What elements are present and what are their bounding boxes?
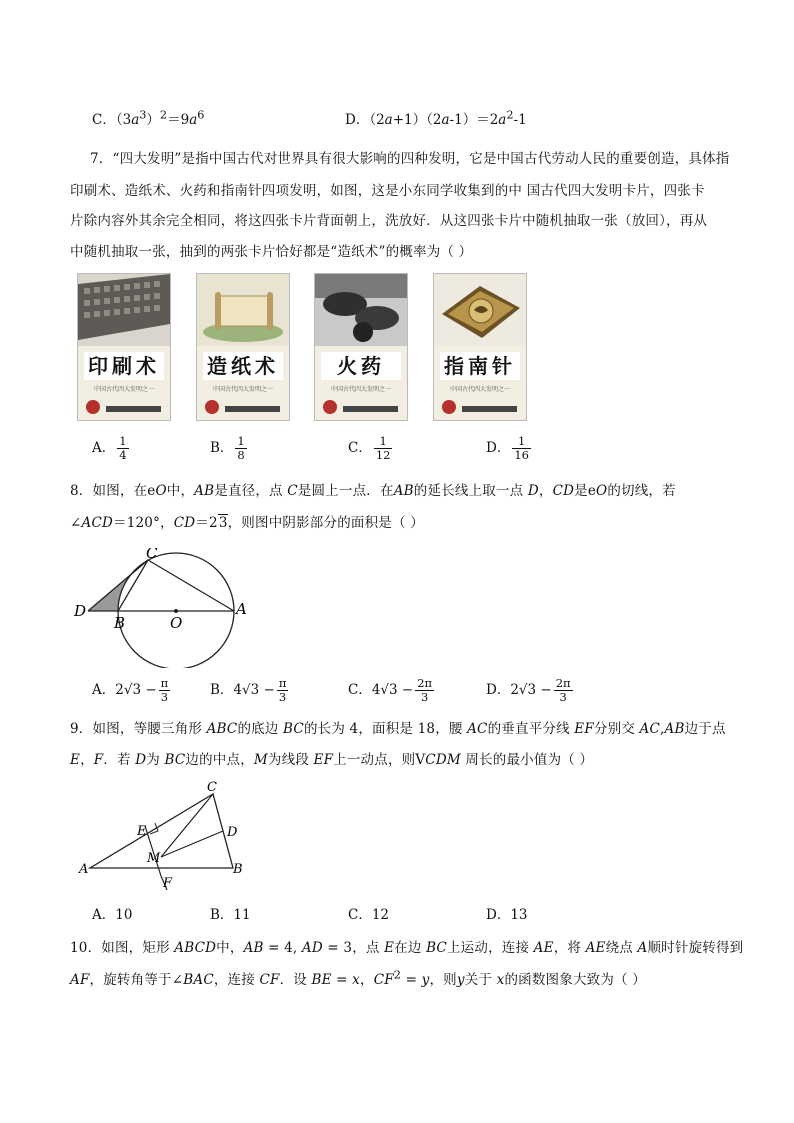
q8-option-d-fraction: $\frac{2\pi}{3}$ (555, 676, 571, 704)
q10-text-line-1: 10．如图，矩形 ABCD中，AB = 4, AD = 3，点 E在边 BC上运动，连接 AE，将 AE绕点 A顺时针旋转得到 (70, 940, 744, 956)
q9-option-b-value: 11 (233, 907, 251, 923)
q9-option-c-value: 12 (371, 907, 390, 923)
q6-option-d-label: D． (345, 112, 370, 128)
chord-ca (148, 560, 234, 611)
q8-option-b (210, 677, 288, 704)
q7-option-a-fraction: $\frac{1}{4}$ (119, 434, 127, 462)
q6-option-d (345, 108, 527, 128)
card-seal-icon (205, 400, 219, 414)
q8-option-a-fraction: $\frac{\pi}{3}$ (160, 676, 169, 704)
q10-text-line-2: AF，旋转角等于∠BAC，连接 CF．设 BE = x，$CF^2 = y$，则y关于 x的函数图象大致为（ ） (70, 968, 646, 988)
label-b: B (233, 862, 243, 877)
right-angle-mark (150, 823, 158, 834)
card-paper-subtitle: 中国古代四大发明之一 (212, 386, 273, 393)
card-seal-icon (323, 400, 337, 414)
card-printing-title: 印刷术 (84, 352, 164, 380)
label-c: C (207, 780, 217, 795)
q7-option-d-fraction: $\frac{1}{16}$ (514, 434, 529, 462)
q9-text-line-1: 9．如图，等腰三角形 ABC的底边 BC的长为 4，面积是 18，腰 AC的垂直平分线 EF分别交 AC,AB边于点 (70, 721, 726, 737)
q8-circle-figure (70, 548, 260, 668)
q7-option-c (348, 435, 392, 462)
card-caption-bar (106, 406, 161, 412)
q8-option-b-label: B． (210, 682, 234, 698)
card-seal-icon (442, 400, 456, 414)
q8-option-a (92, 677, 170, 704)
q9-option-b-label: B． (210, 907, 234, 923)
q9-option-c (348, 903, 389, 923)
label-d: D (74, 602, 87, 620)
q8-option-d-term: 2√3 − (510, 682, 552, 698)
q9-option-b (210, 903, 251, 923)
card-seal-icon (86, 400, 100, 414)
label-b: B (114, 614, 126, 632)
paper-scroll-image (197, 274, 289, 346)
label-a: A (79, 862, 89, 877)
q8-option-d (486, 677, 573, 704)
q8-option-c-term: 4√3 − (371, 682, 414, 698)
label-e: E (137, 824, 147, 839)
label-f: F (163, 876, 173, 890)
q7-option-d-label: D． (486, 440, 511, 456)
card-caption-bar (343, 406, 398, 412)
q7-option-c-label: C． (348, 440, 372, 456)
q7-option-c-fraction: $\frac{1}{12}$ (375, 434, 391, 462)
q9-option-c-label: C． (348, 907, 372, 923)
segment-cm (161, 794, 213, 857)
q7-option-d (486, 435, 531, 462)
q8-option-a-term: 2√3 − (115, 682, 157, 698)
card-printing (77, 273, 171, 421)
q8-text-line-2: ∠ACD＝120°，CD＝23，则图中阴影部分的面积是（ ） (70, 515, 424, 531)
segment-md (161, 831, 223, 857)
q8-option-b-fraction: $\frac{\pi}{3}$ (278, 676, 287, 704)
label-m: M (147, 851, 161, 866)
q8-option-a-label: A． (92, 682, 116, 698)
q6-option-d-expr: $(2a+1)(2a-1)=2a^2-1$ (369, 108, 527, 128)
compass-image (434, 274, 526, 346)
q9-option-a (92, 903, 132, 923)
q8-option-d-label: D． (486, 682, 511, 698)
card-compass-subtitle: 中国古代四大发明之一 (449, 386, 510, 393)
card-gunpowder-title: 火药 (321, 352, 401, 380)
cannon-image (315, 274, 407, 346)
card-printing-subtitle: 中国古代四大发明之一 (93, 386, 154, 393)
q8-text-line-1: 8．如图，在eO中，AB是直径，点 C是圆上一点．在AB的延长线上取一点 D，CD是eO的切线，若 (70, 483, 676, 499)
q7-text-line-3: 片除内容外其余完全相同，将这四张卡片背面朝上，洗放好．从这四张卡片中随机抽取一张（放回），再从 (70, 213, 708, 229)
q9-text-line-2: E，F．若 D为 BC边的中点，M为线段 EF上一动点，则VCDM 周长的最小值为（ ） (70, 752, 594, 768)
q7-text-line-4: 中随机抽取一张，抽到的两张卡片恰好都是“造纸术”的概率为（ ） (70, 244, 473, 260)
q6-option-c-expr: $(3a^3)^2=9a^6$ (115, 108, 205, 128)
q9-option-a-value: 10 (115, 907, 133, 923)
card-caption-bar (225, 406, 280, 412)
q9-option-d-label: D． (486, 907, 511, 923)
q9-option-d-value: 13 (510, 907, 528, 923)
q7-option-b (210, 435, 247, 462)
q7-option-a (92, 435, 129, 462)
q9-option-a-label: A． (92, 907, 116, 923)
q6-option-c-label: C． (92, 112, 116, 128)
printing-type-image (78, 274, 170, 346)
card-paper (196, 273, 290, 421)
label-c: C (146, 548, 158, 562)
card-gunpowder-subtitle: 中国古代四大发明之一 (330, 386, 391, 393)
q7-option-b-fraction: $\frac{1}{8}$ (237, 434, 245, 462)
q8-option-c-label: C． (348, 682, 372, 698)
q8-option-c (348, 677, 434, 704)
q9-option-d (486, 903, 528, 923)
card-caption-bar (462, 406, 517, 412)
card-compass-title: 指南针 (440, 352, 520, 380)
q7-option-a-label: A． (92, 440, 116, 456)
q6-option-c (92, 108, 204, 128)
q7-option-b-label: B． (210, 440, 234, 456)
q7-text-line-2: 印刷术、造纸术、火药和指南针四项发明，如图，这是小东同学收集到的中 国古代四大发明卡片，四张卡 (70, 183, 705, 199)
center-point (174, 609, 178, 613)
q7-text-line-1: 7．“四大发明”是指中国古代对世界具有很大影响的四种发明，它是中国古代劳动人民的重要创造，具体指 (90, 151, 730, 167)
card-compass (433, 273, 527, 421)
label-o: O (170, 614, 183, 632)
card-paper-title: 造纸术 (203, 352, 283, 380)
q9-triangle-figure (75, 780, 255, 890)
card-gunpowder (314, 273, 408, 421)
q8-option-c-fraction: $\frac{2\pi}{3}$ (417, 676, 433, 704)
label-d: D (227, 825, 238, 840)
label-a: A (236, 600, 247, 618)
q8-option-b-term: 4√3 − (233, 682, 275, 698)
